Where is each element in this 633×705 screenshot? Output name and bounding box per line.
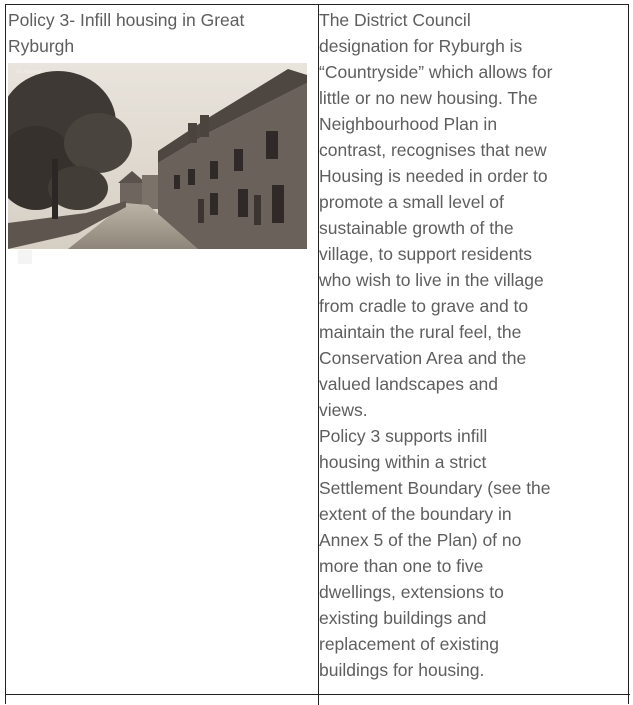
description-paragraph-2: Policy 3 supports infill housing within a strict Settlement Boundary (see the extent of the boundary in Annex 5 of the Plan) of no more than one to five dwellings, extensions to existing buildings and replacement of existing buildings for housing. xyxy=(319,426,551,680)
description-paragraph-1: The District Council designation for Ryburgh is “Countryside” which allows for little or no new housing. The Neighbourhood Plan in contrast, recognises that new Housing is needed in order to promote a small level of sustainable growth of the village, to support residents who wish to live in the village from cradle to grave and to maintain the rural feel, the Conservation Area and the valued landscapes and views. xyxy=(319,10,553,420)
row-divider xyxy=(6,694,630,695)
village-street-photo xyxy=(8,63,307,249)
policy-title-cell xyxy=(8,7,304,249)
policy-title: Policy 3- Infill housing in Great Ryburgh xyxy=(8,10,245,56)
photo-caption: Gt. Ryburgh xyxy=(16,69,43,75)
photo-shadow xyxy=(18,250,32,264)
policy-description-cell xyxy=(319,7,615,683)
